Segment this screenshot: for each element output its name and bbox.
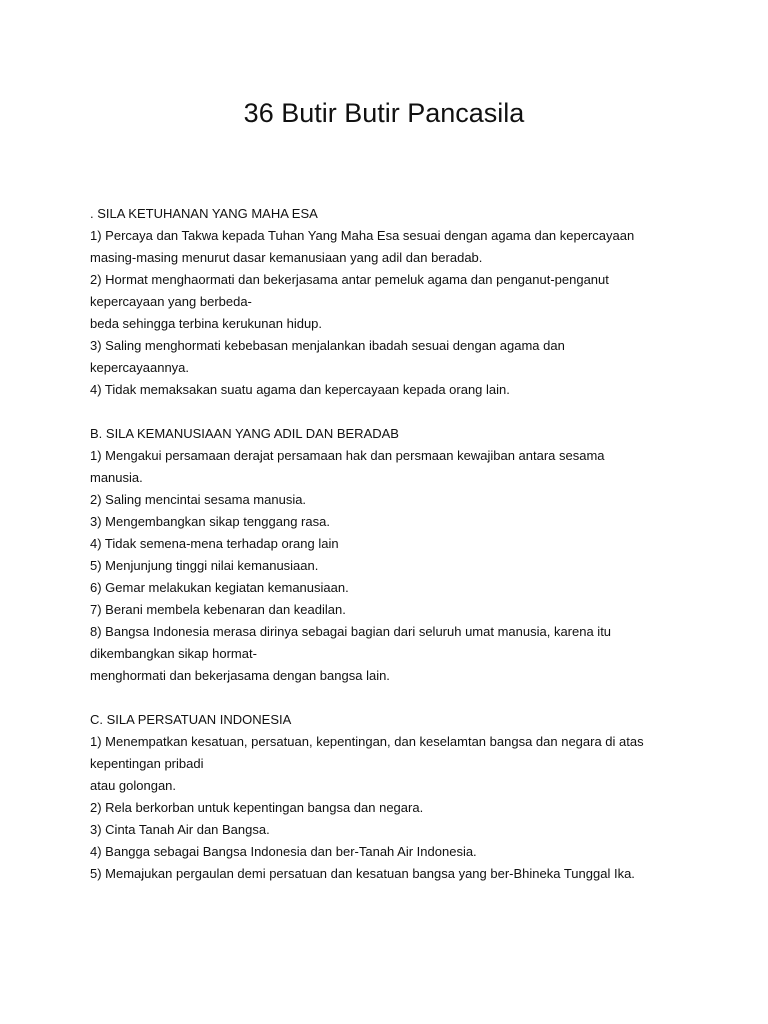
text-line: 3) Cinta Tanah Air dan Bangsa. [90, 822, 270, 837]
text-line: kepercayaan yang berbeda- [90, 294, 252, 309]
text-line: masing-masing menurut dasar kemanusiaan yang adil dan beradab. [90, 250, 483, 265]
text-line: 7) Berani membela kebenaran dan keadilan. [90, 602, 346, 617]
text-line: 1) Menempatkan kesatuan, persatuan, kepentingan, dan keselamtan bangsa dan negara di atas [90, 734, 644, 749]
text-line: 8) Bangsa Indonesia merasa dirinya sebagai bagian dari seluruh umat manusia, karena itu [90, 624, 612, 639]
text-line: 3) Mengembangkan sikap tenggang rasa. [90, 514, 330, 529]
section-heading: B. SILA KEMANUSIAAN YANG ADIL DAN BERADAB [90, 426, 399, 441]
text-line: 1) Mengakui persamaan derajat persamaan hak dan persmaan kewajiban antara sesama [90, 448, 605, 463]
section-heading: . SILA KETUHANAN YANG MAHA ESA [90, 206, 318, 221]
section-persatuan [90, 709, 690, 885]
text-line: menghormati dan bekerjasama dengan bangsa lain. [90, 668, 390, 683]
text-line: kepentingan pribadi [90, 756, 204, 771]
section-ketuhanan [90, 203, 690, 401]
text-line: 4) Tidak memaksakan suatu agama dan kepercayaan kepada orang lain. [90, 382, 510, 397]
text-line: 3) Saling menghormati kebebasan menjalankan ibadah sesuai dengan agama dan [90, 338, 565, 353]
text-line: 1) Percaya dan Takwa kepada Tuhan Yang Maha Esa sesuai dengan agama dan kepercayaan [90, 228, 635, 243]
text-line: 4) Bangga sebagai Bangsa Indonesia dan ber-Tanah Air Indonesia. [90, 844, 477, 859]
text-line: manusia. [90, 470, 143, 485]
document-body [90, 203, 690, 885]
text-line: dikembangkan sikap hormat- [90, 646, 257, 661]
text-line: beda sehingga terbina kerukunan hidup. [90, 316, 323, 331]
section-kemanusiaan [90, 423, 690, 687]
text-line: 5) Menjunjung tinggi nilai kemanusiaan. [90, 558, 319, 573]
section-heading: C. SILA PERSATUAN INDONESIA [90, 712, 292, 727]
text-line: 5) Memajukan pergaulan demi persatuan dan kesatuan bangsa yang ber-Bhineka Tunggal Ika. [90, 866, 635, 881]
text-line: 2) Hormat menghaormati dan bekerjasama antar pemeluk agama dan penganut-penganut [90, 272, 609, 287]
text-line: 2) Saling mencintai sesama manusia. [90, 492, 307, 507]
text-line: atau golongan. [90, 778, 177, 793]
text-line: 2) Rela berkorban untuk kepentingan bangsa dan negara. [90, 800, 424, 815]
text-line: kepercayaannya. [90, 360, 190, 375]
text-line: 4) Tidak semena-mena terhadap orang lain [90, 536, 339, 551]
document-title: 36 Butir Butir Pancasila [243, 98, 525, 128]
text-line: 6) Gemar melakukan kegiatan kemanusiaan. [90, 580, 349, 595]
